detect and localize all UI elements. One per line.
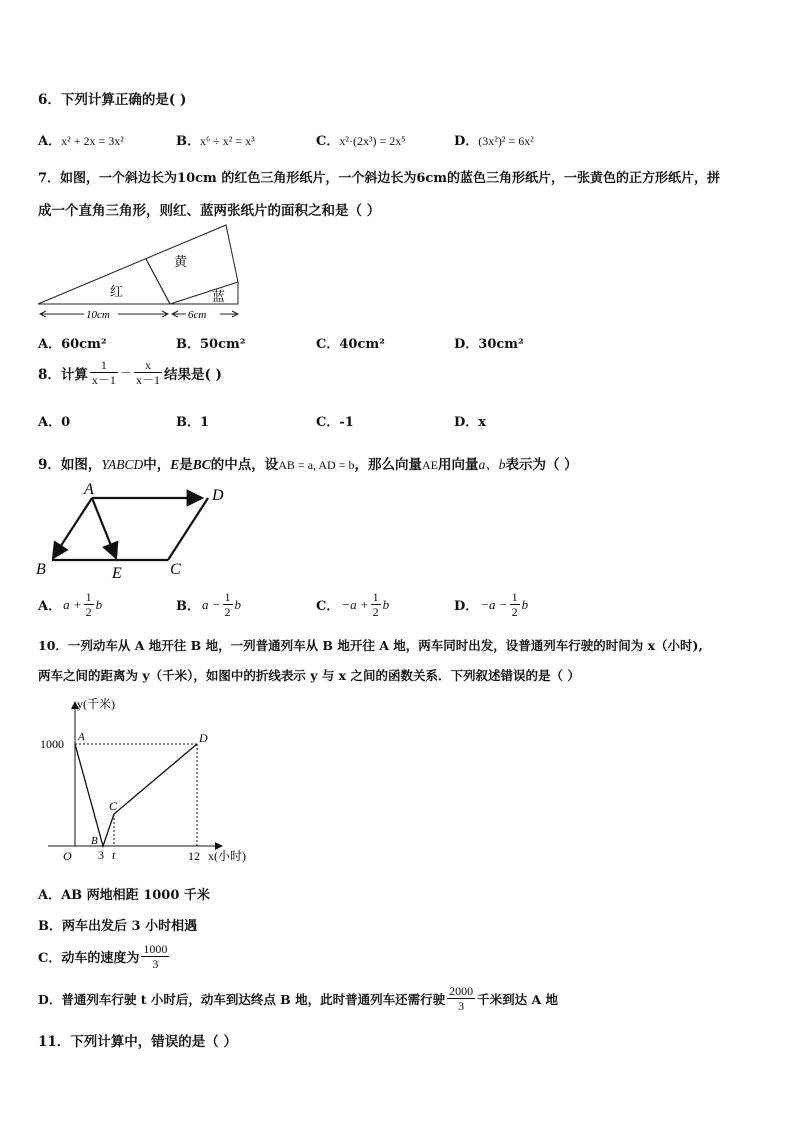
q10-option-c-text: C．动车的速度为 (38, 951, 140, 966)
q9-segment-cd (168, 498, 208, 560)
question-9-stem (38, 453, 578, 473)
q8-fraction-2 (134, 358, 162, 387)
q6-option-a-label: A． (38, 134, 62, 149)
q8-option-d-label: D． (454, 415, 479, 430)
q8-option-b-label: B． (176, 415, 200, 430)
q7-option-d-label: D． (454, 337, 479, 352)
q10-option-d[interactable] (38, 984, 558, 1013)
q9-option-b-pre: a − (202, 596, 221, 612)
q6-option-d-label: D． (454, 134, 479, 149)
q9-option-a-label: A． (38, 599, 62, 614)
q8-option-c-value: -1 (339, 415, 354, 430)
q6-option-c[interactable] (316, 130, 406, 149)
q10-option-b[interactable]: B．两车出发后 3 小时相遇 (38, 919, 198, 934)
q7-option-b-value: 50cm² (200, 337, 246, 352)
q9-figure (34, 480, 234, 584)
q9-vectors-ab: a、b (478, 457, 506, 472)
q8-option-b[interactable] (176, 411, 209, 430)
question-6-stem: 6．下列计算正确的是( ) (38, 92, 187, 108)
q7-blue-label: 蓝 (212, 289, 226, 304)
q7-blue-edge (170, 282, 238, 304)
q8-option-a[interactable] (38, 411, 70, 430)
q7-yellow-label: 黄 (174, 254, 188, 269)
q7-option-c[interactable] (316, 333, 385, 352)
q9-stem-f: 用向量 (437, 457, 479, 473)
q8-frac2-den: x－1 (135, 373, 160, 387)
q7-option-a[interactable] (38, 333, 107, 352)
q9-label-c: C (170, 561, 181, 578)
q10-x-label: x(小时) (208, 849, 246, 863)
q7-figure (36, 222, 242, 324)
q6-option-d[interactable] (454, 130, 534, 149)
question-10-stem-line2: 两车之间的距离为 y（千米），如图中的折线表示 y 与 x 之间的函数关系．下列叙述错误的是（ ） (38, 668, 580, 683)
q7-option-c-label: C． (316, 337, 340, 352)
q9-stem-e: ，那么向量 (354, 457, 422, 473)
q9-option-d-frac (510, 590, 520, 619)
q9-option-a-post: b (95, 596, 103, 612)
q8-minus: － (119, 366, 132, 380)
q7-option-c-value: 40cm² (339, 337, 385, 352)
q8-option-d[interactable] (454, 411, 486, 430)
q9-option-d-post: b (521, 596, 529, 612)
q9-option-a-num: 1 (85, 590, 92, 604)
q7-red-length: 10cm (86, 309, 110, 321)
q10-graph (38, 694, 268, 868)
q7-option-a-value: 60cm² (61, 337, 107, 352)
q8-option-b-value: 1 (200, 415, 210, 430)
q7-option-a-label: A． (38, 337, 62, 352)
question-11-stem: 11．下列计算中，错误的是（ ） (38, 1034, 237, 1050)
q6-option-b-expr: x⁶ ÷ x² = x³ (200, 134, 255, 148)
q9-option-b-num: 1 (224, 590, 231, 604)
q9-option-c-pre: −a + (341, 596, 369, 612)
q9-option-c-den: 2 (372, 605, 379, 619)
q10-polyline-abcd (75, 744, 197, 846)
q10-option-c-frac (141, 942, 169, 971)
q6-option-c-label: C． (316, 134, 340, 149)
q9-option-b[interactable] (176, 590, 241, 619)
q9-option-c-label: C． (316, 599, 340, 614)
q8-frac1-den: x－1 (91, 373, 116, 387)
q9-option-c-post: b (382, 596, 390, 612)
q9-option-b-post: b (234, 596, 242, 612)
question-10-stem-line1: 10．一列动车从 A 地开往 B 地，一列普通列车从 B 地开往 A 地，两车同时出发，设普通列车行驶的时间为 x（小时), (38, 638, 703, 653)
q8-suffix: 结果是( ) (163, 366, 222, 383)
q9-vector-ae (92, 498, 116, 558)
q9-option-c-frac (371, 590, 381, 619)
q10-tick-12: 12 (188, 849, 200, 863)
q9-point-e: E (170, 457, 180, 472)
q7-blue-length: 6cm (188, 309, 207, 321)
q9-label-a: A (84, 481, 94, 498)
q9-option-d-label: D． (454, 599, 479, 614)
q10-option-c-den: 3 (141, 956, 169, 971)
q9-stem-b: 中， (143, 457, 171, 473)
q10-point-c: C (109, 799, 118, 813)
q6-option-a[interactable] (38, 130, 124, 149)
q9-stem-d: 的中点，设 (210, 457, 279, 473)
q10-point-a: A (78, 731, 85, 743)
q7-option-b-label: B． (176, 337, 200, 352)
q8-option-a-value: 0 (61, 415, 71, 430)
q9-vector-definition: AB = a, AD = b (278, 458, 355, 472)
q8-frac2-num: x (144, 358, 151, 372)
q10-option-d-den: 3 (447, 998, 475, 1013)
q9-option-d[interactable] (454, 590, 528, 619)
q7-red-label: 红 (110, 284, 124, 299)
q10-option-d-frac (447, 984, 475, 1013)
q9-option-d-num: 1 (511, 590, 518, 604)
q9-option-b-label: B． (176, 599, 200, 614)
q6-option-a-expr: x² + 2x = 3x² (61, 134, 124, 148)
q8-option-a-label: A． (38, 415, 62, 430)
q6-option-d-expr: (3x²)² = 6x² (478, 134, 534, 148)
q10-option-d-text1: D．普通列车行驶 t 小时后，动车到达终点 B 地，此时普通列车还需行驶 (38, 991, 446, 1007)
q9-label-e: E (112, 565, 122, 582)
q9-option-a-den: 2 (85, 605, 92, 619)
q6-option-b[interactable] (176, 130, 255, 149)
q10-option-d-text2: 千米到达 A 地 (477, 991, 558, 1007)
q10-origin: O (63, 849, 72, 863)
q10-option-c[interactable] (38, 942, 169, 971)
q8-fraction-1 (90, 358, 118, 387)
q9-stem-g: 表示为（ ） (505, 457, 578, 473)
q9-stem-a: 9．如图， (38, 457, 102, 473)
q9-option-c-num: 1 (372, 590, 379, 604)
q9-option-d-den: 2 (511, 605, 518, 619)
question-7-stem-line1: 7．如图，一个斜边长为10cm 的红色三角形纸片，一个斜边长为6cm的蓝色三角形纸片，一张黄色的正方形纸片，拼 (38, 171, 721, 186)
q10-point-b: B (91, 835, 98, 847)
q9-vector-ab (53, 498, 92, 558)
q10-tick-3: 3 (98, 848, 104, 862)
q9-label-b: B (36, 561, 46, 578)
q10-option-a[interactable]: A．AB 两地相距 1000 千米 (38, 888, 210, 903)
question-8-stem (38, 358, 222, 387)
q7-option-d[interactable] (454, 333, 524, 352)
q10-option-c-num: 1000 (143, 942, 168, 956)
q10-tick-t: t (112, 848, 116, 862)
q6-option-b-label: B． (176, 134, 200, 149)
q9-vector-ae: AE (421, 458, 438, 472)
q8-frac1-num: 1 (100, 358, 107, 372)
q9-option-d-pre: −a − (480, 596, 508, 612)
q10-point-d: D (199, 731, 208, 745)
q9-option-a-pre: a + (63, 596, 82, 612)
q7-option-b[interactable] (176, 333, 245, 352)
q8-option-c-label: C． (316, 415, 340, 430)
q10-option-d-num: 2000 (449, 984, 474, 998)
q9-option-a[interactable] (38, 590, 102, 619)
q9-label-d: D (212, 487, 224, 504)
question-7-stem-line2: 成一个直角三角形，则红、蓝两张纸片的面积之和是（ ） (38, 203, 381, 219)
q9-option-a-frac (84, 590, 94, 619)
q10-tick-1000: 1000 (40, 737, 64, 751)
q10-y-label: y(千米) (77, 697, 115, 711)
q8-option-c[interactable] (316, 411, 354, 430)
q8-option-d-value: x (478, 415, 487, 430)
q9-parallelogram: YABCD (101, 457, 144, 472)
q9-option-b-den: 2 (224, 605, 231, 619)
q9-option-b-frac (223, 590, 233, 619)
q9-stem-c: 是 (179, 457, 193, 473)
q8-prefix: 8．计算 (38, 366, 88, 383)
q7-option-d-value: 30cm² (478, 337, 524, 352)
q9-option-c[interactable] (316, 590, 389, 619)
q6-option-c-expr: x²·(2x³) = 2x⁵ (339, 134, 406, 148)
q9-segment-bc: BC (192, 457, 211, 472)
